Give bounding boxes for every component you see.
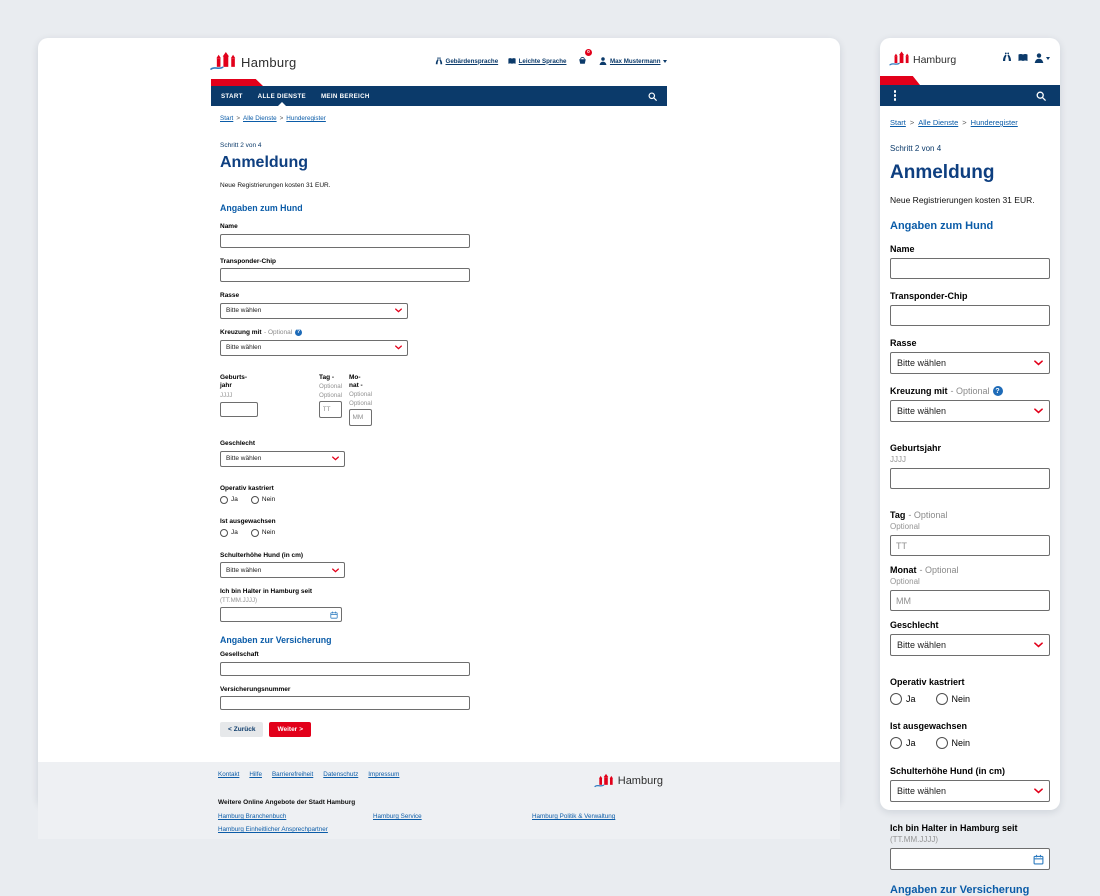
ausgewachsen-nein-radio[interactable]: Nein <box>936 737 971 749</box>
halter-seit-field <box>890 823 1050 870</box>
geburtsjahr-input[interactable] <box>890 468 1050 489</box>
section-dog-heading: Angaben zum Hund <box>890 220 994 232</box>
tag-hint: Optional <box>890 522 920 531</box>
monat-column <box>349 374 372 427</box>
chip-field <box>220 258 667 283</box>
kastriert-ja-radio[interactable]: Ja <box>890 693 916 705</box>
calendar-icon[interactable] <box>330 611 338 619</box>
easy-language-link[interactable]: Leichte Sprache <box>518 57 567 65</box>
kastriert-nein-radio[interactable]: Nein <box>936 693 971 705</box>
hamburg-castle-icon <box>595 772 615 789</box>
ausgewachsen-ja-radio[interactable]: Ja <box>220 529 238 537</box>
monat-optional-text: Optional <box>349 391 373 399</box>
footer-link-ansprechpartner[interactable]: Hamburg Einheitlicher Ansprechpartner <box>218 825 328 833</box>
select-chevron-icon <box>395 345 402 350</box>
versicherungsnummer-label: Versicherungsnummer <box>220 685 291 693</box>
schulterhoehe-select[interactable]: Bitte wählen <box>890 780 1050 802</box>
footer-link-kontakt[interactable]: Kontakt <box>218 771 240 779</box>
sign-language-link[interactable]: Gebärdensprache <box>445 57 499 65</box>
hamburg-castle-icon <box>211 50 238 72</box>
breadcrumb-hunderegister[interactable]: Hunderegister <box>286 115 326 122</box>
nav-item-alle-dienste[interactable]: ALLE DIENSTE <box>258 86 306 106</box>
halter-seit-label: Ich bin Halter in Hamburg seit <box>220 588 313 596</box>
name-field <box>890 244 1050 279</box>
user-name-link[interactable]: Max Mustermann <box>609 57 661 65</box>
schulterhoehe-label: Schulterhöhe Hund (in cm) <box>890 766 1006 776</box>
rasse-select[interactable]: Bitte wählen <box>220 303 408 319</box>
halter-seit-hint: (TT.MM.JJJJ) <box>890 835 938 844</box>
chip-label: Transponder-Chip <box>890 291 968 301</box>
rasse-field <box>890 338 1050 374</box>
step-indicator: Schritt 2 von 4 <box>220 142 262 149</box>
search-icon[interactable] <box>648 92 657 101</box>
intro-text: Neue Registrierungen kosten 31 EUR. <box>890 195 1035 205</box>
user-menu[interactable] <box>599 57 667 65</box>
kreuzung-field <box>890 386 1050 422</box>
tag-label: Tag - Optional <box>890 510 948 520</box>
monat-hint: Optional <box>349 400 373 408</box>
radio-icon <box>890 693 902 705</box>
hamburg-logo[interactable] <box>890 50 956 67</box>
geschlecht-select[interactable]: Bitte wählen <box>220 451 345 467</box>
monat-input[interactable] <box>890 590 1050 611</box>
mobile-view <box>880 38 1060 896</box>
tag-label: Tag - <box>319 373 335 381</box>
section-insurance-heading: Angaben zur Versicherung <box>220 635 332 646</box>
monat-input[interactable] <box>349 409 372 426</box>
name-label: Name <box>890 244 915 254</box>
chip-field <box>890 291 1050 326</box>
breadcrumb-start[interactable]: Start <box>890 118 906 127</box>
footer-link-service[interactable]: Hamburg Service <box>373 813 422 821</box>
chip-input[interactable] <box>890 305 1050 326</box>
cart-glyph <box>578 56 587 65</box>
red-flag-accent <box>211 79 263 86</box>
footer-link-politik[interactable]: Hamburg Politik & Verwaltung <box>532 813 616 821</box>
geburtsjahr-input[interactable] <box>220 402 258 417</box>
breadcrumb <box>220 115 667 122</box>
site-footer <box>38 762 840 839</box>
radio-icon <box>936 737 948 749</box>
ausgewachsen-label: Ist ausgewachsen <box>220 517 276 525</box>
ausgewachsen-label: Ist ausgewachsen <box>890 721 968 731</box>
search-icon[interactable] <box>1036 91 1046 101</box>
hamburg-logo[interactable] <box>211 50 297 72</box>
name-label: Name <box>220 223 238 230</box>
kreuzung-select[interactable]: Bitte wählen <box>890 400 1050 422</box>
red-flag-accent <box>880 76 920 85</box>
rasse-label: Rasse <box>890 338 917 348</box>
cart-icon[interactable] <box>578 49 590 70</box>
easy-language-icon <box>508 57 516 65</box>
footer-links <box>218 771 399 778</box>
geschlecht-field <box>890 620 1050 656</box>
easy-language-icon[interactable] <box>1018 49 1028 67</box>
birthdate-row <box>220 374 667 427</box>
next-button[interactable]: Weiter > <box>269 722 311 737</box>
geburtsjahr-hint: JJJJ <box>890 455 906 464</box>
breadcrumb-separator: > <box>279 115 284 122</box>
geschlecht-label: Geschlecht <box>890 620 939 630</box>
breadcrumb-alle-dienste[interactable]: Alle Dienste <box>243 115 277 122</box>
gesellschaft-field <box>220 651 667 676</box>
rasse-label: Rasse <box>220 292 240 299</box>
footer-link-impressum[interactable]: Impressum <box>368 771 400 779</box>
name-input[interactable] <box>220 234 470 248</box>
halter-seit-field <box>220 588 667 622</box>
radio-icon <box>936 693 948 705</box>
section-insurance-heading: Angaben zur Versicherung <box>890 884 1030 896</box>
sign-language-icon[interactable] <box>1002 49 1012 67</box>
geburtsjahr-label: Geburtsjahr <box>890 443 942 453</box>
kastriert-field <box>890 677 1050 705</box>
breadcrumb-start[interactable]: Start <box>220 115 234 122</box>
select-chevron-icon <box>1034 788 1043 794</box>
kastriert-field <box>220 485 667 504</box>
halter-seit-label: Ich bin Halter in Hamburg seit <box>890 823 1018 833</box>
ausgewachsen-field <box>890 721 1050 749</box>
kreuzung-select[interactable]: Bitte wählen <box>220 340 408 356</box>
page-title: Anmeldung <box>890 162 995 183</box>
logo-wordmark: Hamburg <box>241 55 297 70</box>
user-menu[interactable] <box>1034 53 1050 63</box>
versicherungsnummer-input[interactable] <box>220 696 470 710</box>
kastriert-label: Operativ kastriert <box>220 484 274 492</box>
ausgewachsen-field <box>220 518 667 537</box>
desktop-view <box>38 38 840 833</box>
schulterhoehe-field <box>890 766 1050 802</box>
chevron-down-icon <box>663 60 667 63</box>
kastriert-nein-radio[interactable]: Nein <box>251 496 275 504</box>
tag-input[interactable] <box>319 401 342 418</box>
chevron-down-icon <box>1046 57 1050 60</box>
form-buttons <box>220 722 667 737</box>
kastriert-label: Operativ kastriert <box>890 677 965 687</box>
radio-icon <box>220 496 228 504</box>
halter-seit-date-input[interactable] <box>890 848 1050 870</box>
select-chevron-icon <box>1034 408 1043 414</box>
cart-count-badge: 0 <box>585 49 592 56</box>
chip-label: Transponder-Chip <box>220 257 276 265</box>
kreuzung-label: Kreuzung mit - Optional ? <box>220 329 667 337</box>
versicherungsnummer-field <box>220 686 667 711</box>
easy-language-link-wrap <box>508 57 566 65</box>
tag-input[interactable] <box>890 535 1050 556</box>
schulterhoehe-field <box>220 552 667 579</box>
main-nav <box>211 86 667 106</box>
kreuzung-label: Kreuzung mit - Optional ? <box>890 386 1050 396</box>
name-field <box>220 223 667 248</box>
breadcrumb-separator: > <box>909 118 915 127</box>
back-button[interactable]: < Zurück <box>220 722 263 737</box>
geschlecht-field <box>220 440 667 467</box>
section-dog-heading: Angaben zum Hund <box>220 203 303 213</box>
footer-more-title: Weitere Online Angebote der Stadt Hamburg <box>218 799 356 807</box>
breadcrumb-separator: > <box>962 118 967 127</box>
radio-icon <box>890 737 902 749</box>
page-title: Anmeldung <box>220 154 308 171</box>
halter-seit-date-input[interactable] <box>220 607 342 622</box>
breadcrumb-hunderegister[interactable]: Hunderegister <box>970 118 1018 127</box>
name-input[interactable] <box>890 258 1050 279</box>
logo-wordmark: Hamburg <box>913 53 957 66</box>
mobile-nav <box>880 85 1060 106</box>
breadcrumb-separator: > <box>236 115 240 122</box>
mobile-header <box>880 38 1060 67</box>
footer-link-branchenbuch[interactable]: Hamburg Branchenbuch <box>218 813 287 821</box>
footer-columns <box>218 813 667 833</box>
tag-hint: Optional <box>319 391 343 399</box>
ausgewachsen-nein-radio[interactable]: Nein <box>251 529 275 537</box>
geburtsjahr-field <box>890 443 1050 489</box>
gesellschaft-input[interactable] <box>220 662 470 676</box>
help-icon[interactable]: ? <box>993 386 1003 396</box>
schulterhoehe-select[interactable]: Bitte wählen <box>220 562 345 578</box>
schulterhoehe-label: Schulterhöhe Hund (in cm) <box>220 551 304 559</box>
monat-hint: Optional <box>890 577 920 586</box>
nav-item-start[interactable]: START <box>221 92 243 100</box>
select-chevron-icon <box>1034 642 1043 648</box>
breadcrumb-alle-dienste[interactable]: Alle Dienste <box>918 118 959 127</box>
monat-field <box>890 565 1050 611</box>
header-utilities <box>435 49 667 70</box>
intro-text: Neue Registrierungen kosten 31 EUR. <box>220 182 331 189</box>
tag-optional-text: Optional <box>319 382 343 390</box>
ausgewachsen-ja-radio[interactable]: Ja <box>890 737 916 749</box>
select-chevron-icon <box>395 308 402 313</box>
footer-link-hilfe[interactable]: Hilfe <box>249 771 262 779</box>
geburtsjahr-hint: JJJJ <box>220 392 233 400</box>
footer-link-datenschutz[interactable]: Datenschutz <box>323 771 359 779</box>
user-icon <box>1034 53 1044 63</box>
radio-icon <box>251 529 259 537</box>
nav-item-mein-bereich[interactable]: MEIN BEREICH <box>320 92 370 100</box>
footer-link-barrierefreiheit[interactable]: Barrierefreiheit <box>271 771 314 779</box>
rasse-select[interactable]: Bitte wählen <box>890 352 1050 374</box>
footer-hamburg-logo: Hamburg <box>595 772 667 789</box>
sign-language-icon <box>435 57 443 65</box>
user-icon <box>599 57 607 65</box>
geschlecht-label: Geschlecht <box>220 440 256 448</box>
gesellschaft-label: Gesellschaft <box>220 651 259 659</box>
hamburg-castle-icon <box>890 50 911 67</box>
tag-column <box>319 374 349 427</box>
select-chevron-icon <box>332 568 339 573</box>
rasse-field <box>220 292 667 319</box>
geschlecht-select[interactable]: Bitte wählen <box>890 634 1050 656</box>
site-header <box>211 38 667 72</box>
kastriert-ja-radio[interactable]: Ja <box>220 496 238 504</box>
chip-input[interactable] <box>220 268 470 282</box>
sign-language-link-wrap <box>435 57 498 65</box>
tag-field <box>890 510 1050 556</box>
kreuzung-field <box>220 329 667 356</box>
geburtsjahr-column <box>220 374 319 427</box>
select-chevron-icon <box>332 456 339 461</box>
monat-label: Monat - Optional <box>890 565 959 575</box>
radio-icon <box>220 529 228 537</box>
select-chevron-icon <box>1034 360 1043 366</box>
help-icon[interactable]: ? <box>295 329 303 337</box>
step-indicator: Schritt 2 von 4 <box>890 144 942 153</box>
calendar-icon[interactable] <box>1033 854 1044 865</box>
geburtsjahr-label: Geburts-jahr <box>220 373 248 389</box>
monat-label: Mo-nat - <box>349 373 363 389</box>
breadcrumb <box>890 118 1050 127</box>
menu-kebab-icon[interactable] <box>894 90 896 101</box>
halter-seit-hint: (TT.MM.JJJJ) <box>220 597 258 605</box>
radio-icon <box>251 496 259 504</box>
